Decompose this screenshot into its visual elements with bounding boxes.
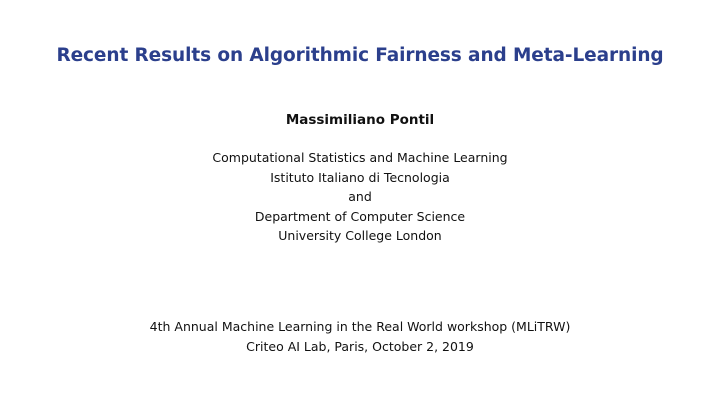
affiliation-line: and [348, 189, 372, 204]
author-name: Massimiliano Pontil [285, 112, 435, 128]
event-block [0, 317, 720, 356]
event-name: 4th Annual Machine Learning in the Real World workshop (MLiTRW) [149, 319, 571, 334]
affiliation-line: Istituto Italiano di Tecnologia [270, 169, 450, 185]
slide-title: Recent Results on Algorithmic Fairness and Meta-Learning [56, 45, 664, 66]
affiliation-line: University College London [278, 228, 442, 243]
affiliation-line: Computational Statistics and Machine Learning [212, 150, 508, 165]
event-location-date: Criteo AI Lab, Paris, October 2, 2019 [246, 338, 474, 354]
affiliation-block [0, 148, 720, 246]
affiliation-line: Department of Computer Science [254, 208, 466, 224]
